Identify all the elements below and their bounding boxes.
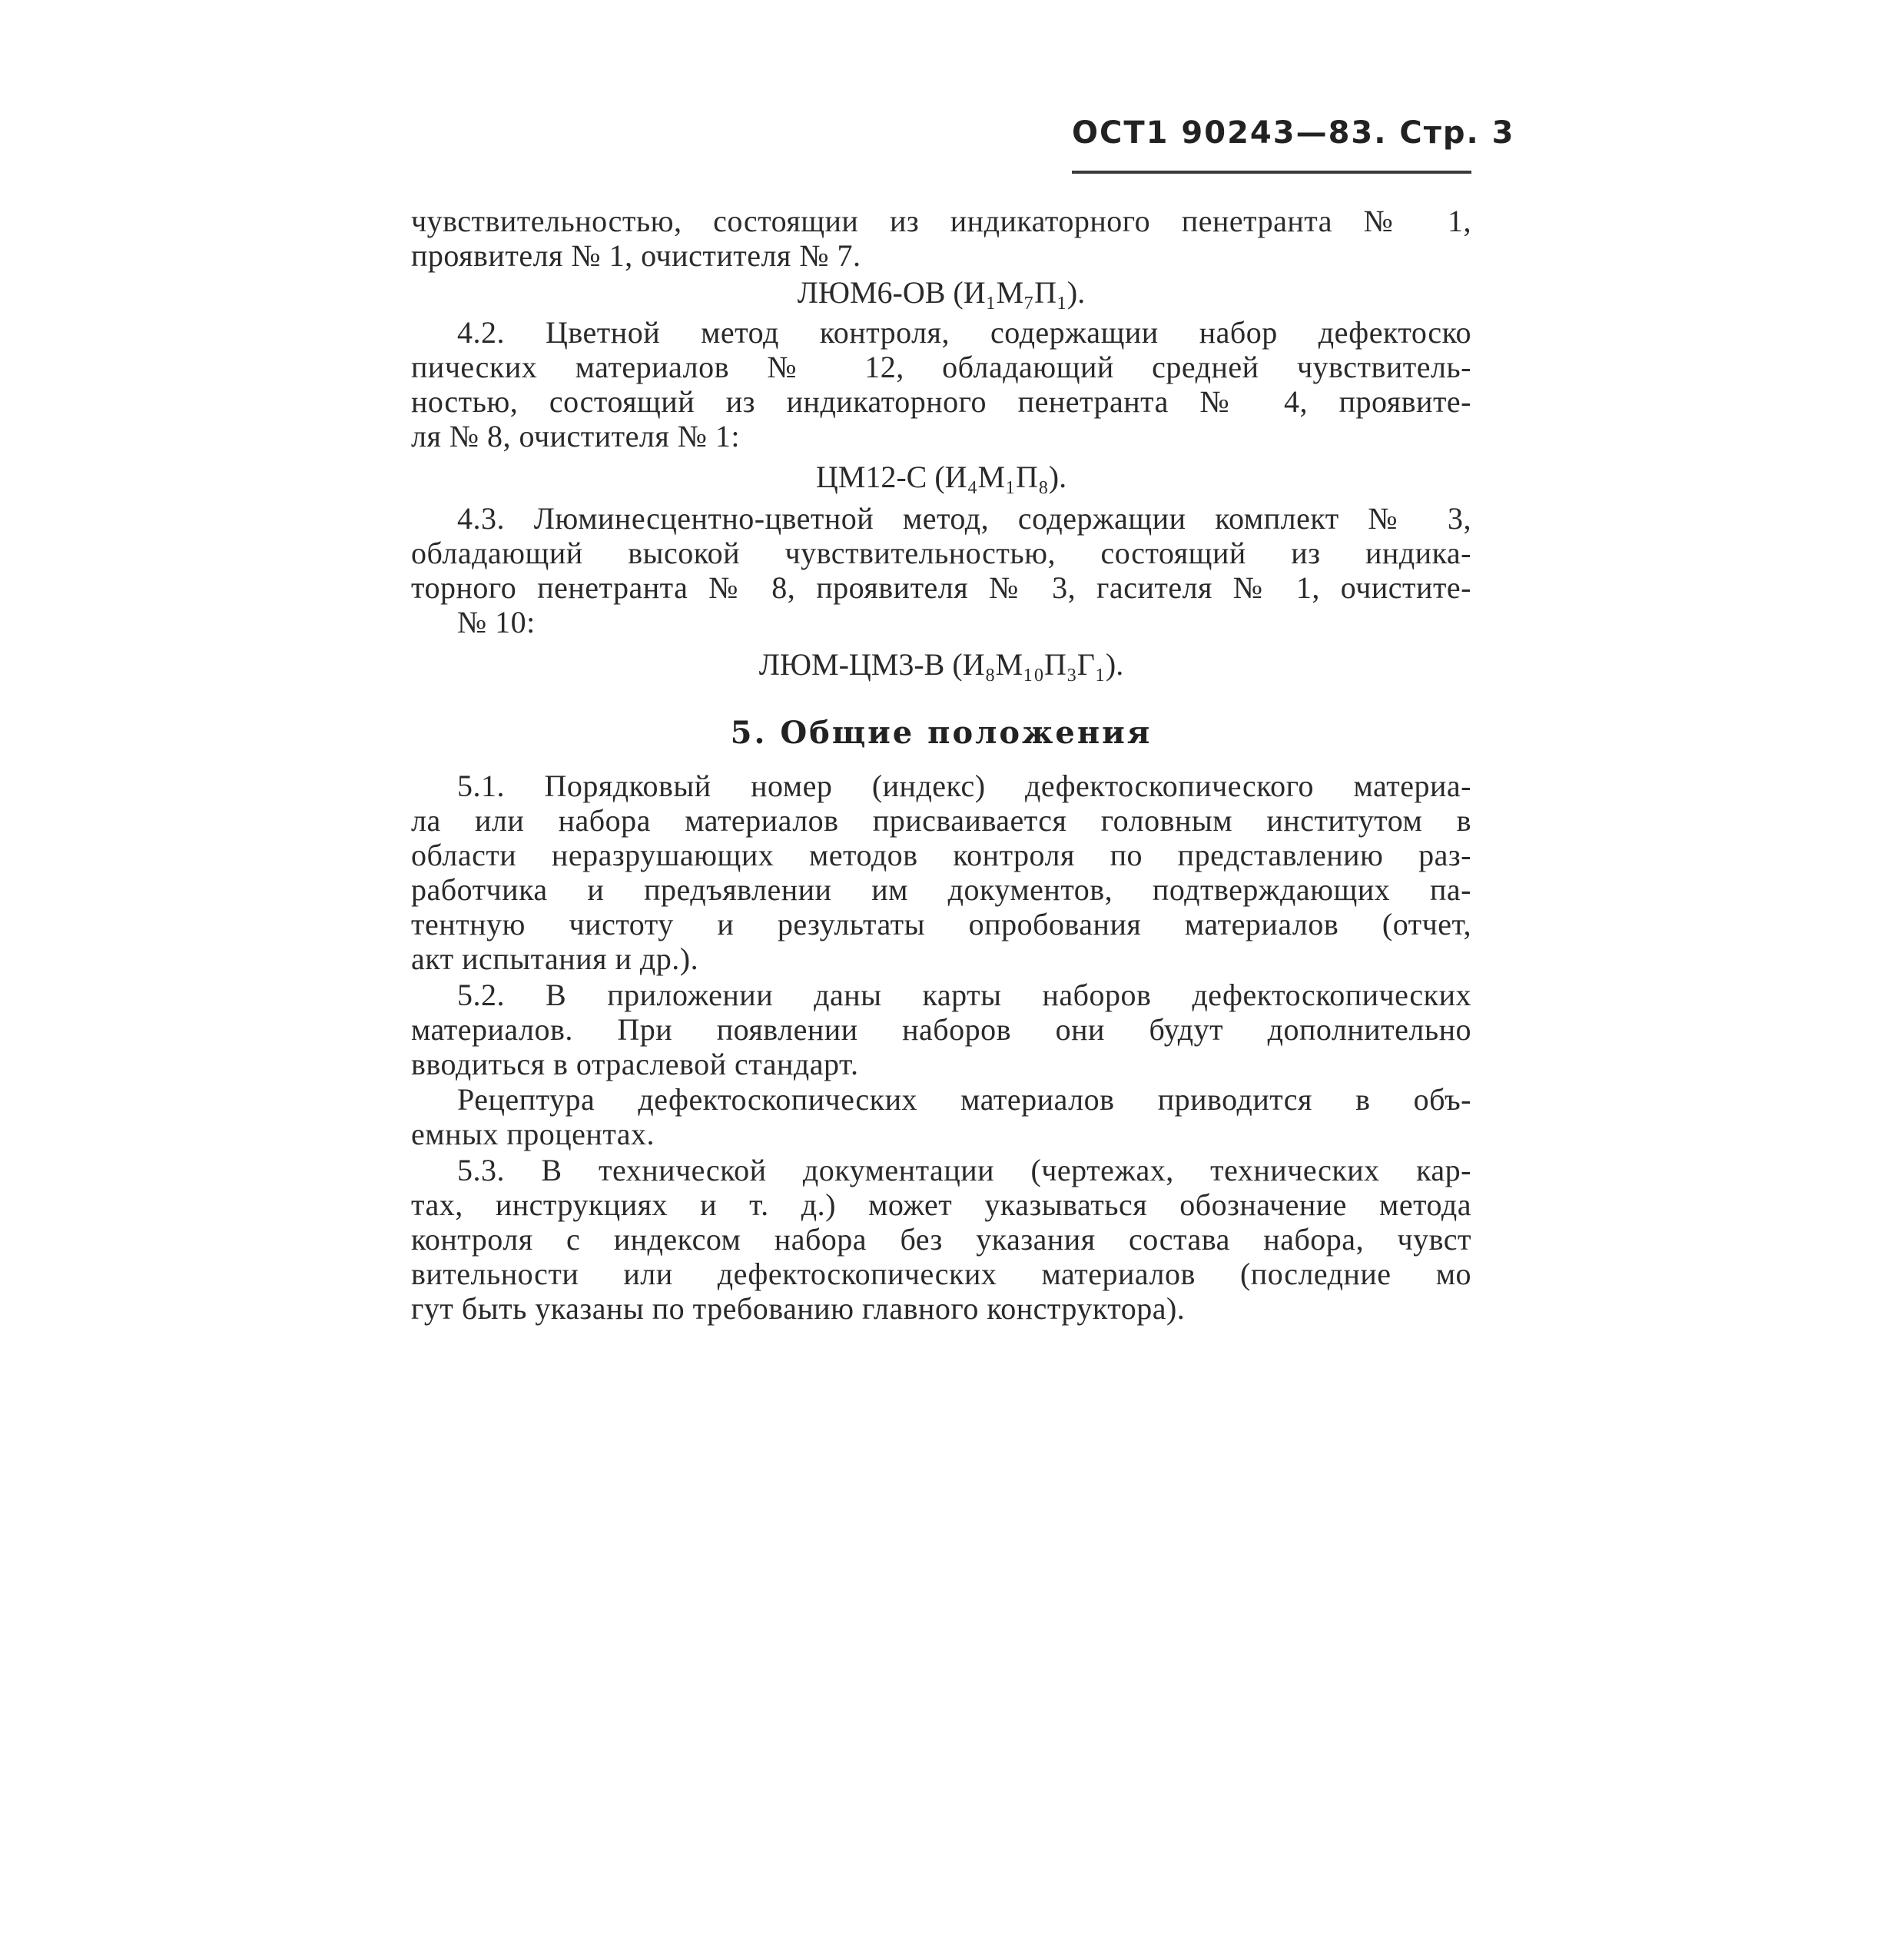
text-line: проявителя № 1, очистителя № 7.: [411, 238, 861, 273]
text-line: 5.1. Порядковый номер (индекс) дефектоскопического материа-: [457, 769, 1471, 803]
paragraph-5-2: [411, 978, 1471, 1081]
paragraph-5-1: [411, 769, 1471, 976]
text-line: 5.2. В приложении даны карты наборов дефектоскопических: [457, 978, 1471, 1012]
text-line: № 10:: [457, 605, 536, 639]
text-line: Рецептура дефектоскопических материалов приводится в объ-: [457, 1082, 1471, 1117]
paragraph-5-3: [411, 1153, 1471, 1326]
text-line: материалов. При появлении наборов они будут дополнительно: [411, 1012, 1471, 1047]
paragraph-4-3: [411, 501, 1471, 639]
paragraph-continuation: [411, 204, 1471, 273]
text-line: ностью, состоящий из индикаторного пенетранта № 4, проявите-: [411, 384, 1471, 419]
text-line: пических материалов № 12, обладающий средней чувствитель-: [411, 350, 1471, 384]
text-line: чувствительностью, состоящии из индикаторного пенетранта № 1,: [411, 204, 1471, 238]
text-line: обладающий высокой чувствительностью, состоящий из индика-: [411, 536, 1471, 570]
text-line: ла или набора материалов присваивается головным институтом в: [411, 803, 1471, 838]
section-title: 5. Общие положения: [730, 715, 1153, 751]
text-line: 4.3. Люминесцентно-цветной метод, содержащии комплект № 3,: [457, 501, 1471, 536]
text-line: тентную чистоту и результаты опробования материалов (отчет,: [411, 907, 1471, 941]
header-rule: [1072, 171, 1471, 174]
text-line: гут быть указаны по требованию главного конструктора).: [411, 1291, 1186, 1326]
text-line: акт испытания и др.).: [411, 941, 699, 976]
formula-lum6-ov: ЛЮМ6-ОВ (И₁М₇П₁).: [797, 275, 1086, 310]
text-line: 4.2. Цветной метод контроля, содержащии набор дефектоско: [457, 315, 1471, 350]
text-line: емных процентах.: [411, 1117, 655, 1151]
text-line: вводиться в отраслевой стандарт.: [411, 1047, 859, 1081]
text-line: работчика и предъявлении им документов, подтверждающих па-: [411, 872, 1471, 907]
text-line: 5.3. В технической документации (чертежах, технических кар-: [457, 1153, 1471, 1187]
text-line: контроля с индексом набора без указания состава набора, чувст: [411, 1222, 1471, 1257]
formula-cm12-s: ЦМ12-С (И₄М₁П₈).: [815, 460, 1067, 494]
paragraph-recipe: [411, 1082, 1471, 1151]
text-line: области неразрушающих методов контроля по представлению раз-: [411, 838, 1471, 872]
formula-lum-cm3-v: ЛЮМ-ЦМ3-В (И₈М₁₀П₃Г₁).: [758, 647, 1124, 682]
paragraph-4-2: [411, 315, 1471, 453]
text-line: тах, инструкциях и т. д.) может указываться обозначение метода: [411, 1187, 1471, 1222]
text-line: вительности или дефектоскопических материалов (последние мо: [411, 1257, 1471, 1291]
text-line: торного пенетранта № 8, проявителя № 3, гасителя № 1, очистите-: [411, 570, 1471, 605]
page-header: ОСТ1 90243—83. Стр. 3: [1072, 115, 1515, 151]
text-line: ля № 8, очистителя № 1:: [411, 419, 741, 453]
